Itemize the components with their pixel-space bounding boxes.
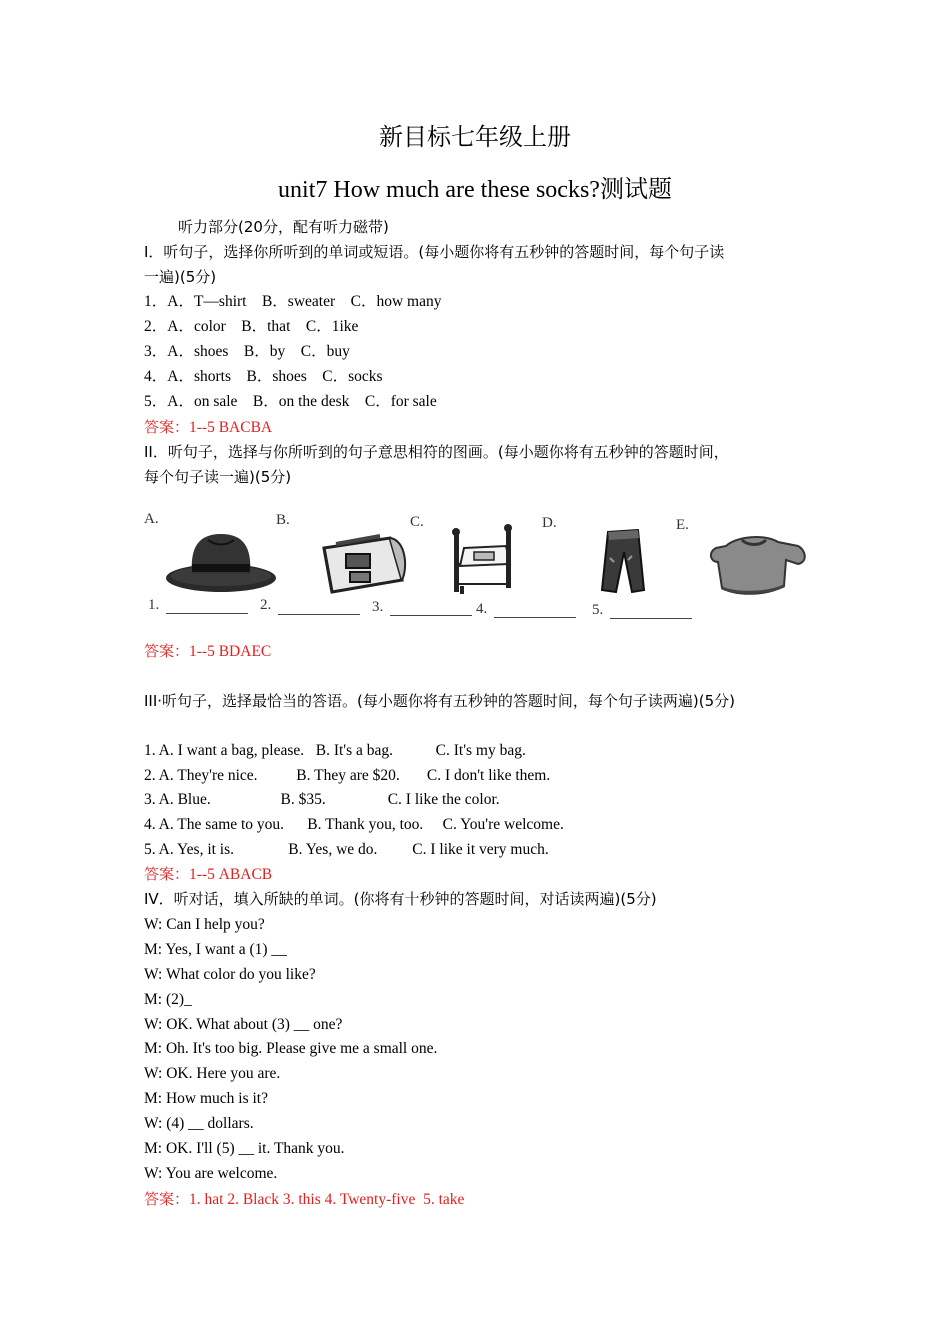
bed-icon: [450, 524, 518, 596]
section1-item-2: 2．A．color B．that C．1ike: [144, 318, 359, 335]
dialogue-line-3: W: What color do you like?: [144, 966, 316, 983]
answer-label: 答案：: [144, 1190, 190, 1208]
answer-blank-3[interactable]: [390, 615, 472, 616]
answer-blank-2[interactable]: [278, 614, 360, 615]
picture-label-b: B.: [276, 512, 290, 528]
dialogue-line-5: W: OK. What about (3) __ one?: [144, 1016, 343, 1033]
picture-label-a: A.: [144, 511, 159, 527]
section1-heading: I．听句子，选择你所听到的单词或短语。(每小题你将有五秒钟的答题时间，每个句子读: [144, 243, 725, 261]
section2-heading: II．听句子，选择与你所听到的句子意思相符的图画。(每小题你将有五秒钟的答题时间，: [144, 443, 729, 461]
picture-label-d: D.: [542, 515, 557, 531]
answer-text: 1--5 BDAEC: [189, 643, 272, 660]
answer-blank-5[interactable]: [610, 618, 692, 619]
section3-item-1: 1. A. I want a bag, please. B. It's a bag. C. It's my bag.: [144, 742, 526, 759]
hat-icon: [162, 528, 280, 596]
dialogue-line-8: M: How much is it?: [144, 1090, 268, 1107]
dialogue-line-6: M: Oh. It's too big. Please give me a small one.: [144, 1040, 438, 1057]
dialogue-line-11: W: You are welcome.: [144, 1165, 278, 1182]
section3-answer: [144, 864, 272, 885]
answer-blank-4[interactable]: [494, 617, 576, 618]
section3-item-3: 3. A. Blue. B. $35. C. I like the color.: [144, 791, 500, 808]
section3-item-4: 4. A. The same to you. B. Thank you, too. C. You're welcome.: [144, 816, 564, 833]
answer-label: 答案：: [144, 865, 190, 883]
picture-label-e: E.: [676, 517, 689, 533]
answer-blank-1[interactable]: [166, 613, 248, 614]
section1-heading-cont: 一遍)(5分): [144, 268, 217, 286]
answer-label: 答案：: [144, 642, 190, 660]
section2-answer: [144, 641, 271, 662]
listening-intro: 听力部分(20分，配有听力磁带): [178, 218, 389, 236]
blank-label-5: 5.: [592, 602, 604, 618]
section1-item-3: 3．A．shoes B．by C．buy: [144, 343, 350, 360]
bag-icon: [310, 528, 410, 596]
sweater-icon: [706, 532, 810, 598]
section3-item-5: 5. A. Yes, it is. B. Yes, we do. C. I like it very much.: [144, 841, 549, 858]
section4-answer: [144, 1189, 464, 1210]
section2-heading-cont: 每个句子读一遍)(5分): [144, 468, 292, 486]
section1-item-5: 5．A．on sale B．on the desk C．for sale: [144, 393, 437, 410]
section3-heading: III·听句子，选择最恰当的答语。(每小题你将有五秒钟的答题时间，每个句子读两遍)(5分): [144, 692, 735, 710]
page-title: 新目标七年级上册: [379, 125, 571, 151]
dialogue-line-1: W: Can I help you?: [144, 916, 265, 933]
blank-label-1: 1.: [148, 597, 160, 613]
answer-text: 1--5 BACBA: [189, 419, 273, 436]
section1-item-1: 1．A．T—shirt B．sweater C．how many: [144, 293, 442, 310]
blank-label-3: 3.: [372, 599, 384, 615]
section1-item-4: 4．A．shorts B．shoes C．socks: [144, 368, 383, 385]
blank-label-2: 2.: [260, 597, 272, 613]
dialogue-line-2: M: Yes, I want a (1) __: [144, 941, 287, 958]
section3-item-2: 2. A. They're nice. B. They are $20. C. I don't like them.: [144, 767, 551, 784]
blank-label-4: 4.: [476, 601, 488, 617]
answer-text: 1--5 ABACB: [189, 866, 273, 883]
dialogue-line-10: M: OK. I'll (5) __ it. Thank you.: [144, 1140, 345, 1157]
section1-answer: [144, 417, 272, 438]
dialogue-line-7: W: OK. Here you are.: [144, 1065, 281, 1082]
answer-text: 1. hat 2. Black 3. this 4. Twenty-five 5. take: [189, 1191, 465, 1208]
dialogue-line-9: W: (4) __ dollars.: [144, 1115, 254, 1132]
pants-icon: [594, 528, 652, 596]
page-subtitle: unit7 How much are these socks?测试题: [278, 177, 672, 203]
section4-heading: IV．听对话，填入所缺的单词。(你将有十秒钟的答题时间，对话读两遍)(5分): [144, 890, 657, 908]
answer-label: 答案：: [144, 418, 190, 436]
dialogue-line-4: M: (2)_: [144, 991, 192, 1008]
picture-label-c: C.: [410, 514, 424, 530]
